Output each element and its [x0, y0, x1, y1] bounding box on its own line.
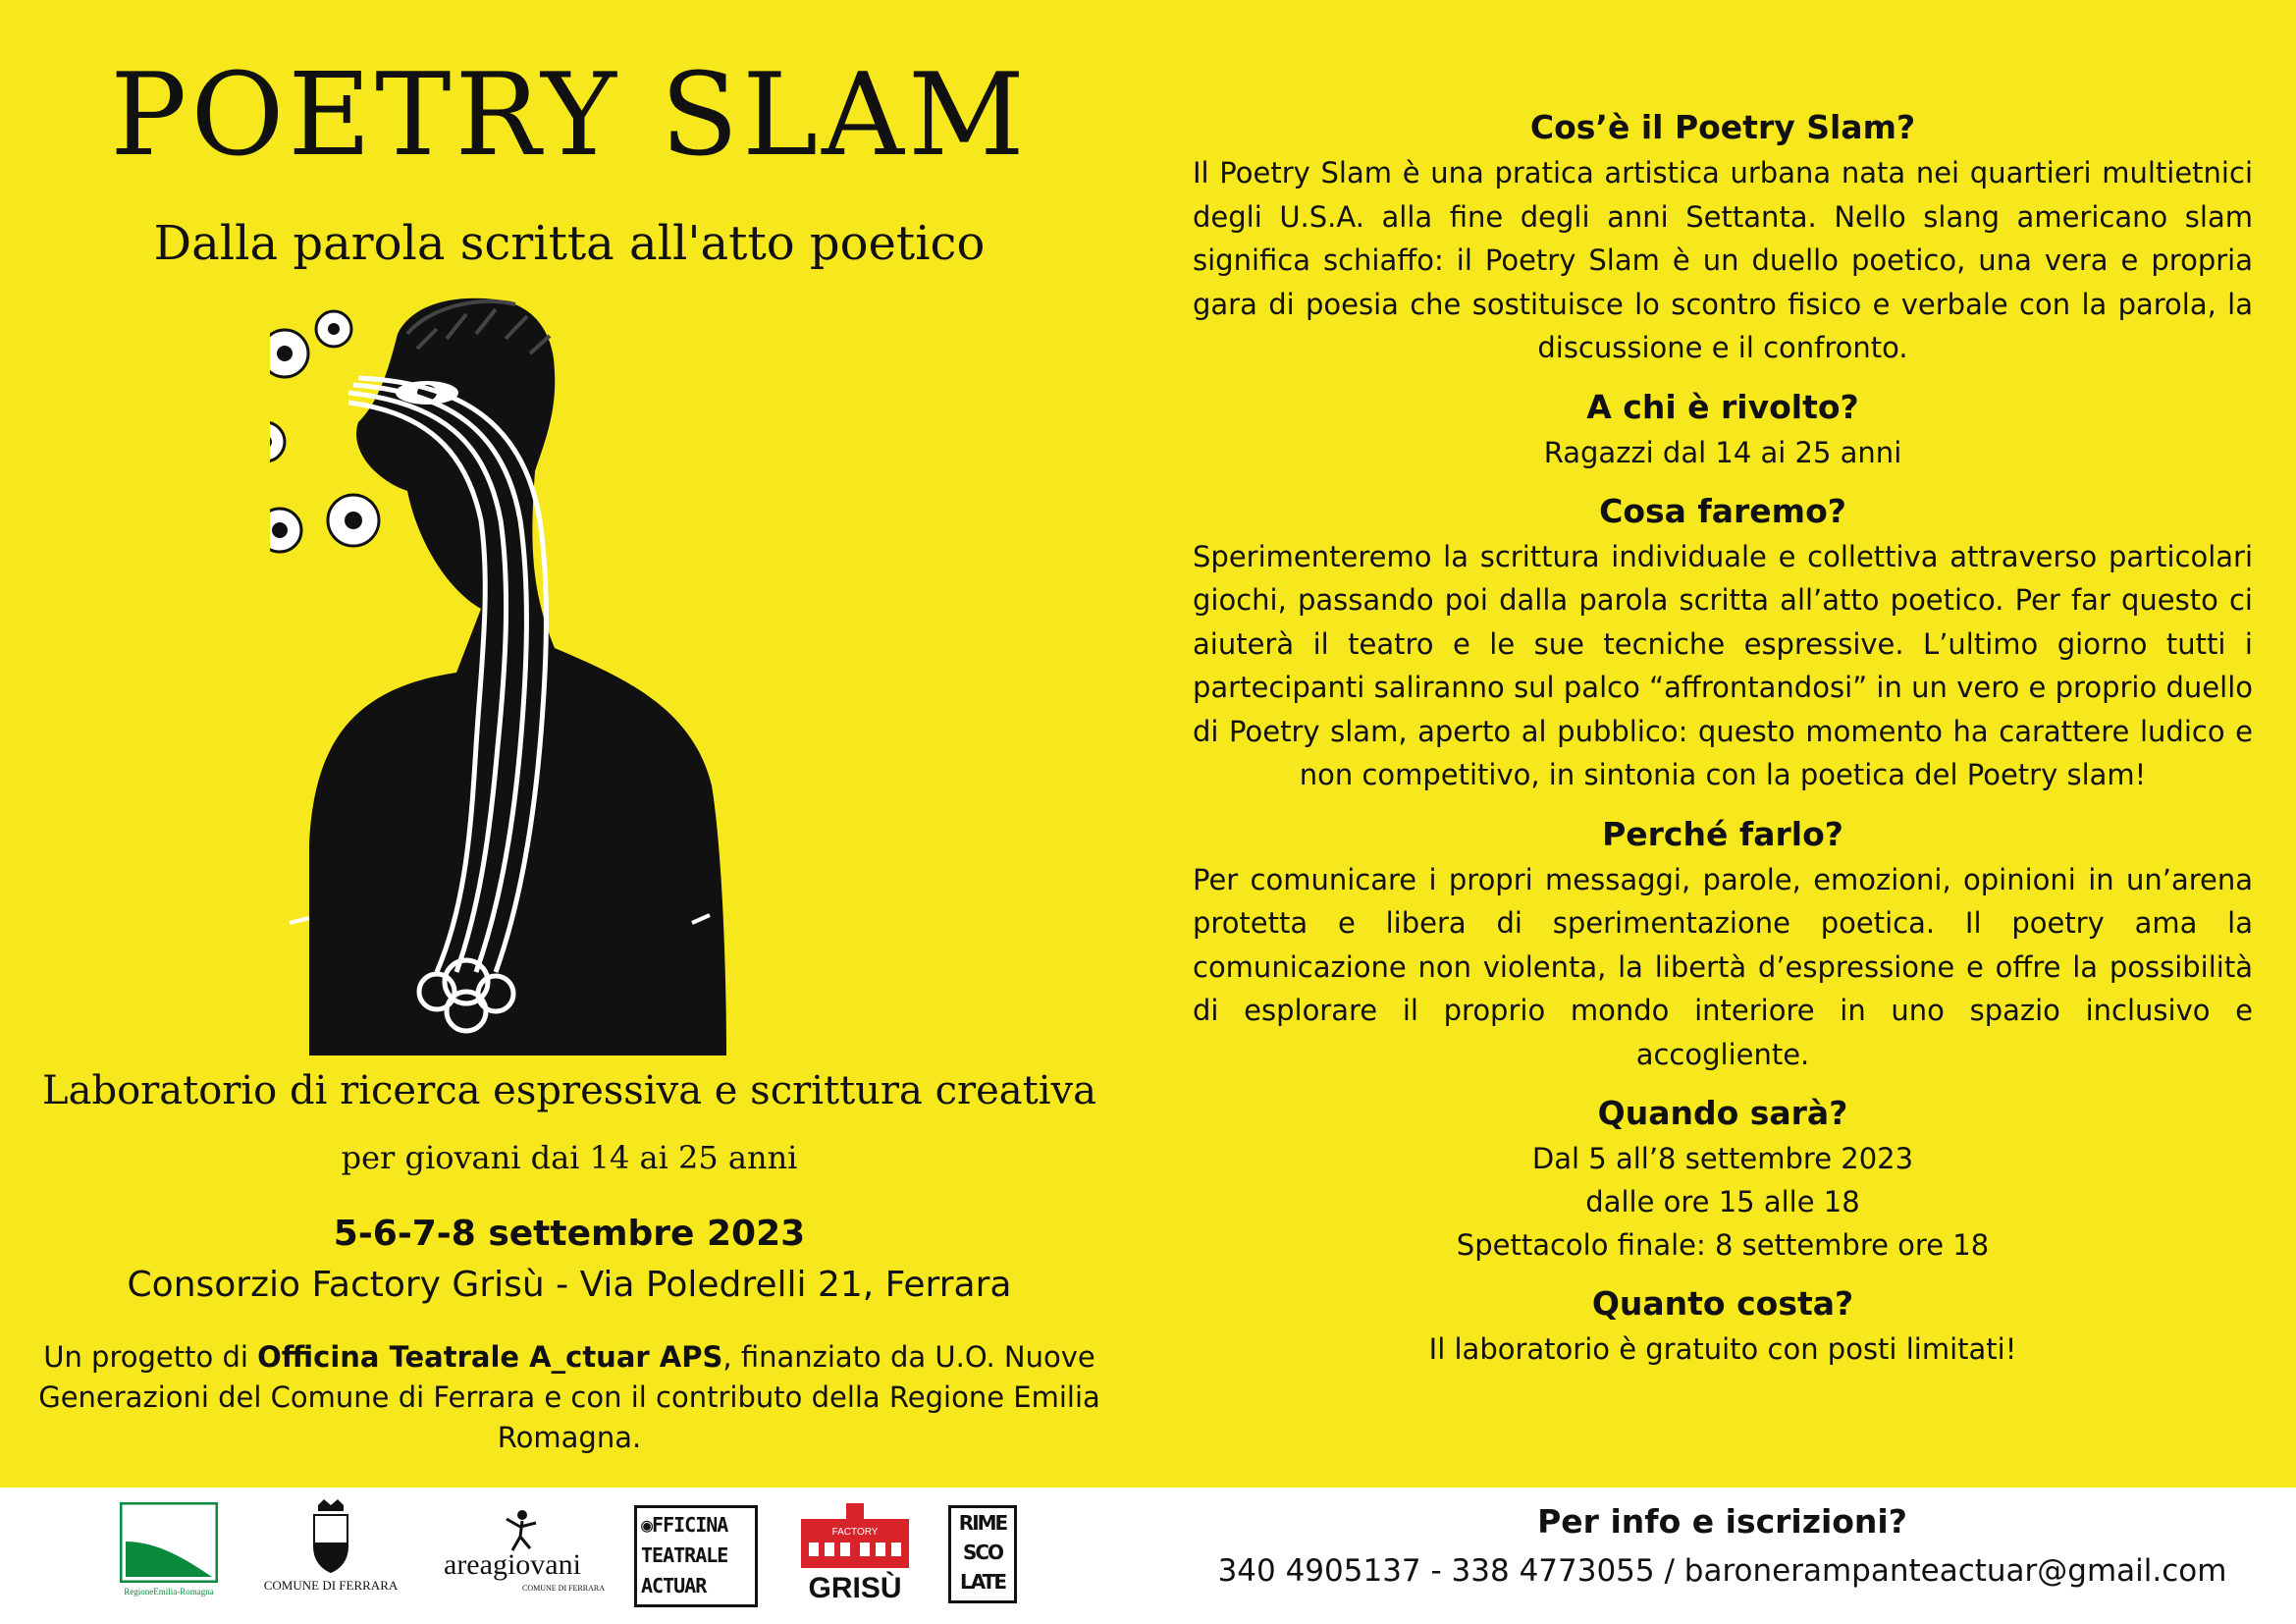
- section-cost: [1193, 1282, 2253, 1371]
- section-activities-title: Cosa faremo?: [1599, 491, 1846, 530]
- section-what: [1193, 106, 2253, 370]
- section-activities: [1193, 490, 2253, 797]
- logo-strip: [0, 1488, 1148, 1624]
- section-who-body: Ragazzi dal 14 ai 25 anni: [1543, 435, 1902, 469]
- credits-org: Officina Teatrale A_ctuar APS: [257, 1340, 723, 1374]
- section-why-title: Perché farlo?: [1602, 814, 1843, 853]
- rimescolate-text: RIME SCO LATE: [958, 1511, 1007, 1594]
- info-contacts: 340 4905137 - 338 4773055 / baronerampanteactuar@gmail.com: [1217, 1553, 2227, 1589]
- section-when-title: Quando sarà?: [1597, 1094, 1848, 1132]
- right-column: [1193, 106, 2253, 1386]
- areagiovani-text: areagiovani: [444, 1548, 581, 1581]
- section-what-body: Il Poetry Slam è una pratica artistica urbana nata nei quartieri multietnici degli U.S.A. alla fine degli anni Settanta. Nello slang americano slam significa schiaffo: il Poetry Slam è un duello poetico, una vera e propria gara di poesia che sostituisce lo scontro fisico e verbale con la parola, la discussione e il confronto.: [1193, 156, 2253, 364]
- section-cost-body: Il laboratorio è gratuito con posti limitati!: [1428, 1332, 2017, 1366]
- section-cost-title: Quanto costa?: [1591, 1284, 1854, 1323]
- credits-after: , finanziato da U.O. Nuove Generazioni del Comune di Ferrara e con il contributo della Regione Emilia Romagna.: [38, 1340, 1100, 1454]
- officina-line-2: TEATRALE: [641, 1543, 728, 1567]
- officina-logo-text: [641, 1510, 751, 1601]
- section-when-show: Spettacolo finale: 8 settembre ore 18: [1456, 1228, 1990, 1262]
- section-when: [1193, 1092, 2253, 1267]
- poet-illustration: [270, 295, 839, 1056]
- lab-target: per giovani dai 14 ai 25 anni: [341, 1139, 798, 1176]
- officina-line-1: ◉FFICINA: [641, 1513, 728, 1537]
- info-title: Per info e iscrizioni?: [1537, 1502, 1907, 1541]
- section-when-dates: Dal 5 all’8 settembre 2023: [1531, 1142, 1914, 1175]
- poster-title: POETRY SLAM: [110, 49, 1029, 182]
- credits-text: [29, 1337, 1109, 1458]
- comune-logo-text: COMUNE DI FERRARA: [263, 1578, 399, 1593]
- section-who-title: A chi è rivolto?: [1586, 387, 1859, 426]
- rimescolate-logo: [948, 1505, 1017, 1603]
- body-silhouette: [309, 298, 726, 1056]
- officina-line-3: ACTUAR: [641, 1574, 707, 1597]
- factory-building-icon: [791, 1501, 919, 1568]
- event-dates: 5-6-7-8 settembre 2023: [333, 1214, 806, 1254]
- regione-emblem-icon: [120, 1502, 218, 1583]
- section-what-title: Cos’è il Poetry Slam?: [1529, 108, 1916, 146]
- grisu-text: GRISÙ: [808, 1572, 902, 1604]
- section-why: [1193, 813, 2253, 1077]
- event-place: Consorzio Factory Grisù - Via Poledrelli 21, Ferrara: [127, 1265, 1012, 1305]
- dancer-icon: [493, 1509, 552, 1552]
- areagiovani-logo: [444, 1509, 606, 1607]
- credits-before: Un progetto di: [43, 1340, 258, 1374]
- section-when-hours: dalle ore 15 alle 18: [1585, 1185, 1860, 1218]
- regione-logo-text: RegioneEmilia-Romagna: [124, 1587, 214, 1597]
- comune-crest-icon: [306, 1499, 355, 1574]
- poster-subtitle: Dalla parola scritta all'atto poetico: [153, 216, 986, 271]
- left-column: [0, 0, 1139, 1488]
- section-why-body: Per comunicare i propri messaggi, parole, emozioni, opinioni in un’arena protetta e libera di sperimentazione poetica. Il poetry ama la comunicazione non violenta, la libertà d’espressione e offre la possibilità di esplorare il proprio mondo interiore in uno spazio inclusivo e accogliente.: [1193, 862, 2253, 1071]
- areagiovani-subtext: COMUNE DI FERRARA: [522, 1584, 606, 1593]
- factory-label: FACTORY: [831, 1527, 879, 1538]
- comune-logo: [257, 1499, 404, 1607]
- section-activities-body: Sperimenteremo la scrittura individuale e collettiva attraverso particolari giochi, passando poi dalla parola scritta all’atto poetico. Per far questo ci aiuterà il teatro e le sue tecniche espressive. L’ultimo giorno tutti i partecipanti saliranno sul palco “affrontandosi” in un vero e proprio duello di Poetry slam, aperto al pubblico: questo momento ha carattere ludico e non competitivo, in sintonia con la poetica del Poetry slam!: [1193, 539, 2253, 791]
- grisu-logo: [791, 1501, 919, 1609]
- regione-logo: [120, 1502, 218, 1600]
- lab-title: Laboratorio di ricerca espressiva e scrittura creativa: [42, 1068, 1096, 1113]
- section-who: [1193, 386, 2253, 474]
- officina-logo: [634, 1505, 758, 1607]
